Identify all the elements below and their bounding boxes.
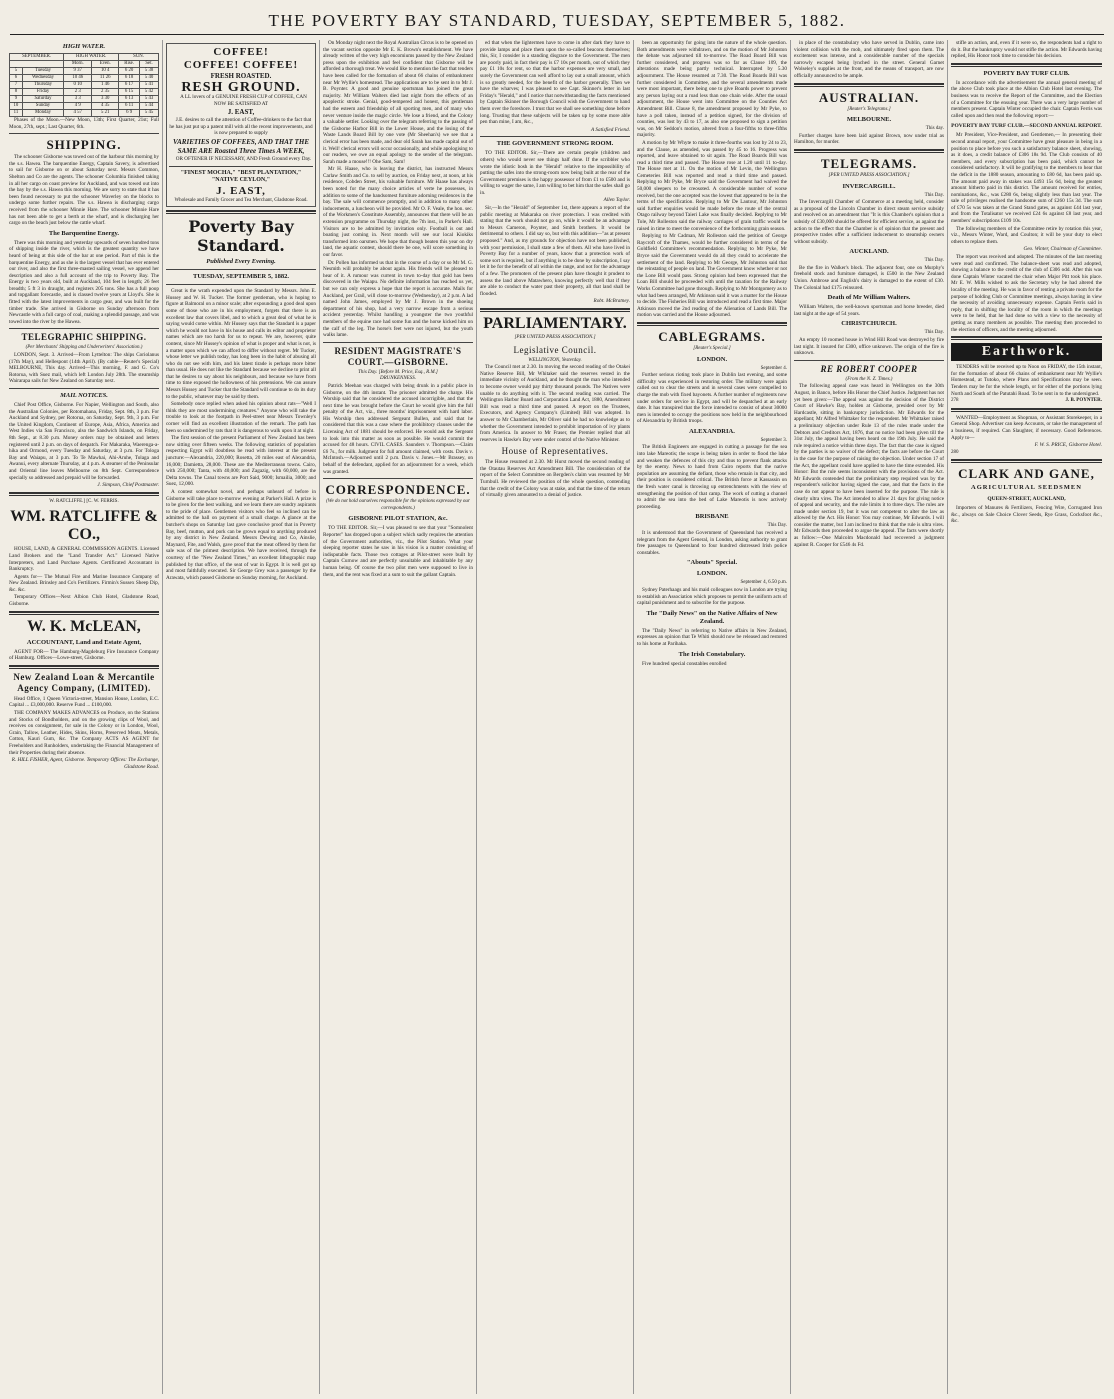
auckland-text: Be the fire in Walker's block. The adjacent four, one on Murphy's freehold stock and furniture damaged, is £500 in the New Zealand Union. Ambrose and English's dairy is damaged to the extent of £30. The Colonial had £175 reinsured. <box>794 264 944 291</box>
column-2 <box>163 40 320 1394</box>
australian-title: AUSTRALIAN. <box>818 89 920 105</box>
cablegrams-title: CABLEGRAMS. <box>658 328 766 344</box>
wanted-signature: F. W. S. PRICE, Gisborne Hotel. <box>1034 442 1102 449</box>
east-grocer-sub: Wholesale and Family Grocer and Tea Merchant, Gladstone Road. <box>174 197 308 203</box>
turf-club-title: POVERTY BAY TURF CLUB. <box>983 69 1070 77</box>
nzloan-text2: THE COMPANY MAKES ADVANCES on Produce, on the Stations and Stocks of Bondholders, and on the growing clips of Wool, and receives on consignment, for sale in the Colony or in London, Wool, Grain, Tallow, Leather, Hides, Skins, Horns, Preserved Meats, Metals, Cotton, Kauri Gum, &c. The Company ACTS AS AGENT for Freeholders and Runholders, undertaking the Financial Management of their Properties during their absence. <box>9 710 159 756</box>
parliamentary-sub: [PER UNITED PRESS ASSOCIATION.] <box>514 334 596 340</box>
telegraphic-sub: (Per Merchants' Shipping and Underwriters' Association.) <box>25 345 143 351</box>
column-7 <box>948 40 1105 1394</box>
turf-report-text2: The following members of the Committee retire by rotation this year, viz., Messrs Winter, Ward, and Coulton; it will be your duty to elect others to replace them. <box>951 225 1102 245</box>
dailynews-text: The "Daily News" in referring to Native affairs in New Zealand, expresses an opinion that Te Whiti should now be released and restored to his home at Parihaka. <box>637 627 787 647</box>
australian-sub: [Reuter's Telegrams.] <box>847 106 891 112</box>
coffee-text: A LL lovers of a GENUINE FRESH CUP of COFFEE, CAN NOW BE SATISFIED AT <box>180 94 307 107</box>
alexandria-title: ALEXANDRIA. <box>689 427 735 435</box>
christchurch-title: CHRISTCHURCH. <box>841 320 897 328</box>
cablegrams-place: LONDON. <box>696 355 728 363</box>
masthead: THE POVERTY BAY STANDARD, TUESDAY, SEPTEMBER 5, 1882. <box>10 8 1104 35</box>
tide-header-sun: SUN. <box>119 54 159 61</box>
earthwork-footer <box>951 398 1102 405</box>
parliamentary-title: PARLIAMENTARY. <box>483 314 627 332</box>
clark-gane-text: Importers of Manures & Fertilizers, Fencing Wire, Corrugated Iron &c., always on Sale Choice Clover Seeds, Rye Grass, Cocksfoot &c., &c. <box>951 505 1102 525</box>
tide-row: 5 Tuesday 9 37 10 4 6 20 5 38 <box>10 68 159 75</box>
cooper-text: The following appeal case was heard in Wellington on the 30th August, in Banco, before His Honor the Chief Justice. Judgment has not yet been given:—The appeal was against the decision of the District Court of Hawke's Bay, holden at Gisborne, presided over by Mr Hardcastle, sitting in bankruptcy jurisdiction. Mr Edwards for the appellant; Mr Alfred Whittaker for the respondent. Mr Whittaker raised a preliminary objection under Rule 13 of the rules made under the Debtors and Creditors Act, 1876, that no notice had been given till the 31st July, the appeal having been heard on the 19th July. He said the rule required a notice within three days. The fact that the case is signed by the parties is no waiver of the defect; the facts are before the Court in the case for the purpose of raising the objection. Under section 17 of the Act, the appellant could have applied to have the time extended. His Honor: But the rule seems inconsistent with the provisions of the Act. Mr Edwards contended that the preliminary step required was by the respondent's solicitor having signed the case, and that the facts in the case do not appear to have been inserted for the purpose. The rule is clearly ultra vires. The Act intended to allow 21 days for giving notice of appeal and security, and the rule limits it to three days. The rules are made under section 19, but it was not competent to alter the law as allowed by the Act. His Honor: You may continue, Mr Edwards. I will consider the matter, but I am inclined to think that the rule is ultra vires. Mr Edwards then proceeded to argue the appeal. The facts were shortly as follow:—One Malcolm Macdonald had recovered a judgment against R. Cooper for £546 4s Fd. <box>794 383 944 548</box>
local-news-1: On Monday night next the Royal Australian Circus is to be opened on the vacant section opposite Mr E. K. Brown's establishment. We have already written of the very high encomiums passed by the New Zealand press upon the exhibition and feel confident that Gisborne will be afforded a thorough treat. We would like to mention the fact that tenders have been called for the formation of about 66 chains of embankment near Mr Wyllie's homestead. The applications are to be sent in to Mr J. B. Poynter. A good and genuine sportsman has joined the great majority. Mr William Walters died last night from the effects of an apoplectic stroke. Genial, good-tempered and honest, this gentleman had the esteem and friendship of all sporting men, and of many who never venture inside the magic circle. We lose a friend, and the Colony a valuable settler. Looking over the telegram referring to the passing of the Gisborne Harbor Bill in the Lower House, and the losing of the Waste Lands Board Bill by one vote (Mr Sheehan's) we see that a clerical error has been made, and dear old Sarah has made capital out of it. Well! clerical errors will occur occasionally, and while apologising to our readers, we owe an equal apology to the sender of the telegram. Sarah made a mouse!!! Ohe Sam, Sam! <box>323 40 473 165</box>
coffee-mocha: "FINEST MOCHA," "BEST PLANTATION," "NATIVE CEYLON," <box>180 169 302 184</box>
editorial-2: Somebody once replied when asked his opinion about rats—"Well I think they are most undermining creatures." Anyone who will take the trouble to look at the footpath in Peel-street near Messrs Townley's corner will find an excellent illustration of the remark. The path has been so undermined by rats that it is dangerous to walk upon it at night. <box>166 401 316 434</box>
parliament-cont-3: Replying to Mr Cadman, Mr Rolleston said the petition of George Raycroft of the Thames, would be further considered in terms of the Goldfield Committee's recommendation. Replying to Mr Pyke, Mr Bryce said the Government would do all they could to accelerate the settlement of the land. Replying to Mr George, Mr Johnston said that the reinstating of people on land. The Government know whether or not the Lone Bill would pass. Strong opinion had been expressed that the Loan Bill should be proceeded with until the taxation for the Railway Works Committee had gone through. Replying to Mr Montgomery as to what had been arranged, Mr Atkinson said it was a matter for the House to decide. The Fisheries Bill was introduced and read a first time. Major Atkinson moved the 2nd reading of the Alienation of Lands Bill. The motion was carried and the House adjourned. <box>637 233 787 319</box>
ratcliffe-text: HOUSE, LAND, & GENERAL COMMISSION AGENTS. Licensed Land Brokers and the "Land Transfer Act." Licensed Native Interpreters, and Land Purchase Agents. Certificated Accountant in Bankruptcy. <box>9 546 159 573</box>
earthwork-number: 278 <box>951 398 959 404</box>
correspondence-title: CORRESPONDENCE. <box>325 482 471 498</box>
dailynews-title: The "Daily News" on the Native Affairs of New Zealand. <box>646 609 778 625</box>
ratcliffe-agents: Agents for— The Mutual Fire and Marine Insurance Company of New Zealand. Brinsley and Co's Fertilizers. Firmin's Sussex Sheep Dip, &c. &c. <box>9 573 159 593</box>
telegrams-title: TELEGRAMS. <box>820 155 918 171</box>
correspondence-sub: (We do not hold ourselves responsible for the opinions expressed by our correspondents.) <box>326 499 470 511</box>
mail-signature: J. Simpson, Chief Postmaster. <box>97 482 159 489</box>
tide-header-month: SEPTEMBER. <box>10 54 64 61</box>
column-3 <box>320 40 477 1394</box>
irish-title: The Irish Constabulary. <box>678 650 746 658</box>
strong-room-text: TO THE EDITOR. Sir,—There are certain people (children and others) who would never see things half done. If the scribbler who wrote the idiotic bosh in the "Herald" relative to the impossibility of putting the safes into the strong-room now being built at the rear of the Government premises is the happy possessor of from £1 to £500 and is willing to wager the same, I am willing to bet him that the safes shall go in. <box>480 150 630 196</box>
telegrams-sub: [PER UNITED PRESS ASSOCIATION.] <box>828 172 910 178</box>
house-title: House of Representatives. <box>501 446 609 457</box>
earthwork-text: TENDERS will be received up to Noon on FRIDAY, the 15th instant, for the formation of about 66 chains of embankment near Mr Wyllie's Homestead, at Tutoko, where Plans and Specifications may be seen. Tenders may be for the whole length, or for either of the portions lying North and South of the Patutahi Road. To be sent in to the undersigned. <box>951 364 1102 397</box>
letter-1-text: ed that when the lightermen have to come in after dark they have to provide lamps and place them upon the so-called beacons themselves; this, Sir, I consider is a standing disgrace to the Government. The men are poorly paid, in fact their pay is £7 10s per month, out of which they pay £1 10s for rent, so that the harbor expenses are very small, and surely the Government can well afford to lay out a small amount, which is so greatly needed, for the benefit of the harbor generally. Then we have the wharves; I was pleased to see Capt. Skinner's letter in last Friday's "Herald," and I notice that notwithstanding the facts mentioned by Captain Skinner the Borough Council wish the Government to hand them over the foreshore. I trust that we shall see something done before long. Trusting that these subjects will be taken up by some more able pen than mine, I am, &c., <box>480 40 630 126</box>
parliament-cont-1: been an opportunity for going into the nature of the whole question. Both amendments were withdrawn, and on the motion of Mr Johnston the debate was adjourned till to-morrow. The Road Board Bill was further considered, and progress was so far as Clause 109, the alterations made being partly technical. Interrupted by 5.30 adjournment. The House resumed at 7.30. The Road Boards Bill was further considered in Committee, and the several amendments made were most important, there being one to give Boards power to prevent any person laying out a road less than one chain wide. After the usual adjournment, the House went into Committee on the Counties Act Amendment Bill. Clause 8, the amendment proposed by Mr Pyke, to have a poll taken, instead of a petition signed, for the division of counties, was lost by 43 to 17, as also one proposed to sign a petition was, on Mr Seddon's motion, altered from a four-fifths to three-fifths majority. <box>637 40 787 139</box>
earthwork-signature: J. B. POYNTER. <box>1065 398 1102 404</box>
coffee-text3: OR OFTENER IF NECESSARY, AND Fresh Ground every Day. <box>175 155 312 162</box>
coffee-east: J. EAST, <box>227 108 255 117</box>
clark-gane-address: QUEEN-STREET, AUCKLAND, <box>987 496 1066 503</box>
energy-text: There was this morning and yesterday upwards of seven hundred tons of shipping inside the river, which is the greatest quantity we have heard of being at this side of the bar at one period. Part of this is the barquentine Energy, and as she is the largest vessel that has ever entered our river, and also the first three-masted sailing vessel, we append her description and also a full account of the trip to Poverty Bay. The Energy is two years old, built at Auckland, 104 feet in length; 26 feet breadth; 5 ft 3 in draught, and registers 205 tons. She has a full poop and topgallant forecastle, and is classed twelve years at Lloyd's. She is fitted with the latest improvements in cargo gear, and was built for the timber trade. She arrived in Gisborne on Sunday afternoon from Newcastle with a full cargo of coal, making a splendid passage, and was towed into the river by the Hawea. <box>9 239 160 325</box>
column-6 <box>791 40 948 1394</box>
column-4 <box>477 40 634 1394</box>
turf-report-signature: Geo. Winter, Chairman of Committee. <box>1023 246 1102 253</box>
strong-room-title: THE GOVERNMENT STRONG ROOM. <box>496 140 614 148</box>
ratcliffe-title: WM. RATCLIFFE & CO., <box>10 508 158 544</box>
fisher-agent: R. HILL FISHER, Agent, Gisborne. Temporary Offices: The Exchange, Gladstone Road. <box>11 757 159 770</box>
cablegrams-sub: [Reuter's Special.] <box>693 345 731 351</box>
correspondence-head: GISBORNE PILOT STATION, &c. <box>348 515 448 523</box>
tide-title: HIGH WATER. <box>62 43 106 50</box>
telegraphic-title: TELEGRAPHIC SHIPPING. <box>21 332 147 343</box>
brisbane-text: It is understood that the Government of Queensland has received a telegram from the Agent General, in London, asking authority to grant free passages to Queensland to four hundred distressed Irish police constables. <box>637 530 787 556</box>
turf-club-text2: The report was received and adopted. The minutes of the last meeting were read and confirmed. The balance-sheet was read and adopted, showing a balance to the credit of the club of £306 odd. After this was done Captain Winter vacated the chair when Major Pitt took his place. Mr E. W. Mills wished to ask the Secretary why he had altered the locality of the meeting. He was in favor of renting a private room for the purpose of holding Club or Committee meetings, always having in view the necessity of avoiding unnecessary expense. Captain Ferris said in reply, that in shifting the locality of the room in which the meetings were to be held, that he had done so with a view to the necessity of getting as many members as possible. The meeting then proceeded to the election of officers, and the meeting adjourned. <box>951 254 1102 333</box>
parliament-cont-2: A motion by Mr Whyte to make it three-fourths was lost by 24 to 23, and the Clause, as amended, was passed by 45 to 16. Progress was reported, and leave obtained to sit again. The Road Boards Bill was read a third time and passed. The House rose at 1.20 until 11 to-day. The House met at 11. On the motion of Mr Levin, the Wellington Cemeteries Bill was reported and read a third time and passed. Replying to Mr Pyke, Mr Bryce said the Government had waived the 50,000 sleepers to be creosoted. A considerable number of worse received, but the one accepted was the lowest that appeared to be in the terms of the specification. Replying to Mr De Lautour, Mr Johnston said further enquiries would be made before the route of the central Otago railway beyond Taieri Lake was finally decided. Replying to Mr Tole, Mr Rolleston said the railway carriages of grain traffic would be raised in time to meet the convenience of the forthcoming grain season. <box>637 139 787 232</box>
mail-text: Chief Post Office, Gisborne. For Napier, Wellington and South, also the Australian Colonies, per Rotomahana, Friday, Sept. 8th, 3 p.m. For Auckland and Sydney, per Rotorua, on Saturday, Sept. 9th, 3 p.m. For the United Kingdom, Continent of Europe, Asia, Africa, America and West Indies via San Francisco, also the Sandwich Islands, on Friday, 8th Sept., at 8.30 p.m. Money orders may be obtained and letters registered until 2 p.m. on days of despatch. For Makaraka, Waerenga-a-hika and Ormond, every Tuesday and Saturday, at 3 p.m. For Tologa Bay and Waiapu, at 3 p.m. To Te Mawhai, Ahi-Aruhe, Tolaga and Awanui, every alternate Thursday, at 4 p.m. A steamer of the Peninsular and Oriental line leaves Melbourne on 8th Sept. Correspondence specially so addressed and prepaid will be forwarded. <box>9 402 159 481</box>
council-title: Legislative Council. <box>513 344 597 355</box>
alexandria-date: September 3. <box>760 437 787 443</box>
editorial-1: Great is the wrath expended upon the Standard by Messrs. John E. Hussey and W. H. Tucker. The former gentleman, who is hoping to figure at Balmoral on a minor scale; after expounding a good deal upon some of those who are in his employment, forgets that there is an excellent law that covers libel, and to which a great deal of what he is saying would come within. Mr Hussey says that the Standard is a paper which he would not have in his house and calls its editor and proprietor names which are too harsh for us to repeat. We are, however, quite content, since Mr Hussey's opinion of what is proper and what is not, is a matter upon which we can afford to differ without regret. Mr Tucker, whose letter we publish today, has long been in the habit of abusing all who do not see with him, and his latest tirade is perhaps more bitter than usual. He does not like the Standard because we decline to print all that he desires to say about his neighbours, and because we have from time to time exposed the hollowness of his pretensions. We can assure Messrs Hussey and Tucker that the Standard will continue to do its duty to the public, whatever may be said by them. <box>166 288 316 400</box>
river-letter-signature: Robt. McBratney. <box>593 298 630 305</box>
mclean-text: AGENT FOR— The Hamburg-Magdeburg Fire Insurance Company of Hamburg. Offices—Lowe-street, Gisborne. <box>9 648 159 662</box>
rm-court-title: RESIDENT MAGISTRATE'S COURT.—GISBORNE. <box>334 345 462 367</box>
tide-row: 10 Sunday 4 9 4 35 6 11 5 44 <box>10 103 159 110</box>
tide-sub-set: Set. <box>140 61 159 68</box>
coffee-advert <box>166 43 316 207</box>
columns <box>6 40 1108 1394</box>
melbourne-date: This day. <box>925 126 944 132</box>
energy-title: The Barquentine Energy. <box>48 229 120 237</box>
correspondence-text: TO THE EDITOR. Sir,—I was pleased to see that your "Somnolent Reporter" has dropped upon a subject which sadly requires the attention of the Government authorities, viz., the Pilot Station. What your sleeping reporter states he saw in his vision is a matter consisting of indisputable facts. Those two cottages at Pilot-street were built by Captain Curnow and are perfectly unsuitable and inhabitable by any human being. Of course the two pilot men were supposed to live in them, and the rent was fixed at a sum to suit the gallant Captain. <box>323 525 473 578</box>
turf-report-title: POVERTY BAY TURF CLUB.—SECOND ANNUAL REPORT. <box>951 123 1102 130</box>
cablegrams-text: Further serious rioting took place in Dublin last evening, and some difficulty was experienced in restoring order. The military were again called out to clear the streets and in several cases were compelled to charge the mob with fixed bayonets. A further number of regiments now under orders for service in Egypt, and will be despatched at an early date. It has transpired that the force intended to consist of about 30000 men is intended to occupy the positions now held in the neighbourhood of Alexandria by British troops. <box>637 372 788 425</box>
nzloan-text: Head Office, 1 Queen Victoria-street, Mansion House, London, E.C. Capital ... £3,000,000. Reserve Fund ... £100,000. <box>9 695 159 709</box>
christchurch-text: An empty 10 roomed house in Wind Hill Road was destroyed by fire last night. It insured for £300, office unknown. The origin of the fire is unknown. <box>794 337 944 357</box>
brisbane-date: This Day. <box>767 523 787 529</box>
abouts-text: Sydney Paterhaags and his maid colleagues now in London are trying to establish an Association which proposes to permit the uniform acts of capital punishment and to subscribe for the purpose. <box>637 586 787 607</box>
abouts-title: "Abouts" Special. <box>686 559 738 567</box>
abouts-date: September 4, 6.50 p.m. <box>740 580 787 586</box>
moon-phases: Phases of the Moon.—New Moon, 13th; First Quarter, 21st; Full Moon, 27th, sept.; Last Quarter, 6th. <box>9 117 159 130</box>
cooper-cont: stifle an action, and, even if it were so, the respondents had a right to do it. But the bankruptcy would not stifle the action. Mr Edwards having replied, His Honor took time to consider his decision. <box>951 40 1102 60</box>
issue-date: TUESDAY, SEPTEMBER 5, 1882. <box>193 273 289 281</box>
death-text: William Walters, the well-known sportsman and horse breeder, died last night at the age of 54 years. <box>794 304 944 317</box>
shipping-title: SHIPPING. <box>46 137 122 153</box>
ratcliffe-names: W. RATCLIFFE.] [C. W. FERRIS. <box>49 498 119 504</box>
tide-row: 6 Wednesday 10 46 11 26 6 18 5 40 <box>10 75 159 82</box>
death-title: Death of Mr William Walters. <box>827 294 911 302</box>
tide-sub-even: Even. <box>92 61 119 68</box>
earthwork-title: Earthwork. <box>951 343 1102 361</box>
nzloan-title: New Zealand Loan & Mercantile Agency Company, (LIMITED). <box>13 671 155 693</box>
auckland-date: This Day. <box>924 258 944 264</box>
coffee-heading-1: COFFEE! <box>213 46 269 58</box>
abouts-place: LONDON. <box>696 570 728 578</box>
tide-sub-morn: Morn. <box>64 61 92 68</box>
fresh-ground: RESH GROUND. <box>181 80 301 95</box>
house-text: The House resumed at 2.30. Mr Hurst moved the second reading of the Otautau Reserves Act Amendment Bill. The consideration of the report of the Select Committee on Bergden's claim was resumed by Mr Turnbull. He reviewed the position of the whole question, contending that the credit of the Colony was at stake, and that the time of the return of virtually given amounted to a denial of justice. <box>480 459 630 499</box>
coffee-text2: J.E. desires to call the attention of Coffee-drinkers to the fact that he has just put up a patent mill with all the recent improvements, and is now prepared to supply <box>169 117 313 137</box>
tide-row: 7 Thursday 0 10 1 46 6 17 5 41 <box>10 82 159 89</box>
wanted-number: 280 <box>951 449 959 455</box>
rm-court-text: Patrick Meehan was charged with being drunk in a public place in Gisborne, on the 4th instant. The prisoner admitted the charge. His Worship said that he considered the accused incorrigible, and that the next time he was brought before the Court he would give him the full penalty of the Act, viz., three months' imprisonment with hard labor. His Worship then addressed Sergeant Bullen, and said that he considered that this was a case where the prohibitory clauses under the Licensing Act of 1881 should be enforced. He would ask the Sergeant to look into this matter as soon as possible. He would commit the accused for 48 hours. CIVIL CASES. Saunders v. Thompson.—Claim £6 7s., for milk. Judgment for full amount claimed, with costs. Davis v. McIntosh.—Adjourned until 2 p.m. Davis v. Jones.—Mr Brassey, on behalf of the defendant, applied for an adjournment for a week, which was granted. <box>323 382 473 475</box>
invercargill-title: INVERCARGILL. <box>842 182 896 190</box>
coffee-varieties: VARIETIES OF COFFEES, AND THAT THE SAME ARE Roasted Three Times A WEEK, <box>172 137 310 155</box>
cooper-title: RE ROBERT COOPER <box>820 363 918 374</box>
tide-table <box>9 53 159 117</box>
coffee-heading-2: COFFEE! COFFEE! <box>183 59 299 71</box>
ratcliffe-offices: Temporary Offices—Next Albion Club Hotel, Gladstone Road, Gisborne. <box>9 594 159 608</box>
strong-room-signature: Allen Taylor. <box>603 197 630 204</box>
invercargill-date: This Day. <box>924 192 944 198</box>
tide-row: 11 Monday 4 57 5 21 6 9 5 45 <box>10 110 159 117</box>
local-news-3: Dr. Pollen has informed us that in the course of a day or so Mr M. G. Nesmith will probably be about again. His friends will be pleased to hear of it. A rumour was current in town to-day that gold has been discovered in the Waiapu. No definite information has reached us yet, but we can only express a hope that the report is accurate. Mails for Auckland, per Grail, will close to-morrow (Wednesday), at 2 p.m. A lad named John James, employed by Mr J. Brown in the shoeing department of his shop, had a very narrow escape from a serious accident yesterday. Whilst handling a youngster the two youthful members of the equine race had some fun and the horse kicked him on the calf of the leg. The horse's feet were not injured, but the youth walks lame. <box>323 259 473 339</box>
editorial-4: A contest somewhat novel, and perhaps unheard of before in Gisborne will take place to-morrow evening at Parker's Hall. A prize is to be given for the best walking, and we learn there are sundry aspirants to the pride of place. Gentlemen visitors who feel so inclined can be admitted to the hall on payment of a small charge. A glance at the butcher's shops on Saturday last gave conclusive proof that in Poverty Bay, beef, mutton, and pork can be grown equal to anything produced by any district in New Zealand. Messrs Dewing and Co, Ainslie, Maynard, Fite, and Walsh, gave proof that the meat offered by them for sale was of the primest description. We have received, through the courtesy of the "New Zealand Times," an excellent lithographic map published by that office, of the seat of war in Egypt. It is well got up and most faithfully executed. Sir George Grey was a passenger by the Arawata, which passed Gisborne on Sunday morning, for Auckland. <box>166 488 316 581</box>
shipping-text: The schooner Gisborne was towed out of the harbour this morning by the s.s. Hawea. The barquentine Energy, Captain Savery, is advertised to sail for Gisborne on or about Saturday next. Messrs Common, Shelton and Co are the agents. The schooner Columbia finished taking in all her cargo on coast preview for Auckland, and was towed out into the bay by the s.s. Hawea this morning. We are sorry to state that it has been found necessary to put the schooner Waverley on the blocks to undergo some further repairs. The s.s. Hawea is discharging cargo received from the schooner Minnie Hare. The schooner Minnie Hare has not been able to get a berth at the wharf, and is discharging her cargo on the beach just below the cattle wharf. <box>9 154 159 227</box>
tide-sub-rise: Rise. <box>119 61 140 68</box>
local-news-2: Mr H. Haase, who is leaving the district, has instructed Messrs Carlaw Smith and Co. to sell by auction, on Friday next, at noon, at his residence, Cobden Street, his valuable furniture. Mr Haase has always been noted for the many choice articles of verte he possesses, in addition to some of the handsomest furniture adorning residences in the bay. The sale will commence promptly, and in addition to many other inducements, a luncheon will be provided. Mr O. F. Veale, the hon. sec. of the Workmen's Constitute Assembly, announces that there will be an extension programme on Thursday night, the 7th inst., in Parker's Hall. Visitors are to be admitted by invitation only. Football is out and boating just coming in. Next month will see our local Kiokiks transformed into oarsmen. We hope that though beaten this year on dry land, the aquatic contest, should there be one, will score something in our favor. <box>323 166 473 258</box>
column-1 <box>6 40 163 1394</box>
mail-title: MAIL NOTICES. <box>60 392 108 399</box>
tide-row: 8 Friday 2 3 2 35 6 15 5 42 <box>10 89 159 96</box>
melbourne-title: MELBOURNE. <box>846 116 892 124</box>
clark-gane-sub: AGRICULTURAL SEEDSMEN <box>971 484 1082 492</box>
mclean-title: W. K. McLEAN, <box>27 617 141 635</box>
telegraphic-text: LONDON, Sept. 3. Arrived—From Lyttelton: The ships Coriolanus (17th May), and Hellespont (14th April). (By cable—Reuter's Special) MELBOURNE, This day. Arrived—This morning, F. and G. Co's Rotorua, with Suez mail, which left London July 28th. The steamship Wairarapa sails for New Zealand on Saturday next. <box>9 352 159 385</box>
letter-1-signature: A Satisfied Friend. <box>591 126 630 133</box>
turf-club-text: In accordance with the advertisement the annual general meeting of the above Club took place at the Albion Club Hotel last evening. The business was to receive the Report of the Committee, and the Election of a Committee for the ensuing year. There was a very large number of members present. Captain Winter occupied the chair. Captain Ferris was called upon and then read the following report:— <box>951 79 1102 119</box>
clark-gane-title: CLARK AND GANE, <box>958 466 1095 482</box>
tide-header-water: HIGH WATER. <box>64 54 119 61</box>
rm-court-date: This Day. [Before M. Price, Esq., R.M.] <box>358 369 438 375</box>
brisbane-title: BRISBANE <box>695 513 729 521</box>
published-line: Published Every Evening. <box>206 258 276 266</box>
editorial-3: The first session of the present Parliament of New Zealand has been now sitting over fifteen weeks. The following statistics of population respecting Egypt will doubtless be read with interest at the present juncture:—Alexandria, 220,000; Rosetta, 20 miles east of Alexandria, 16,000; Damietta, 28,000. These are the Mediterranean towns. Cairo, with 250,000; Tanta, with 40,000; and Zagazig, with 60,000, are the Delta towns. The Canal towns are Port Said, 9000; Ismailia, 3000; and Suez, 12,000. <box>166 435 316 488</box>
auckland-title: AUCKLAND. <box>849 248 889 256</box>
melbourne-text: Further charges have been laid against Brown, now under trial as Hamilton, for murder. <box>794 132 944 146</box>
east-grocer: J. EAST, <box>216 184 266 197</box>
paper-title: Poverty Bay Standard. <box>188 217 294 256</box>
alexandria-text: The British Engineers are engaged in cutting a passage for the sea into lake Mareotis; the scope is being taken in order to flood the lake and weaken the defences of this city and thus to prevent flank attacks by the enemy. News to hand from Cairo reports that the native population are assuming the defiant, those who remain in that city, and their position is considered critical. The British force at Kassassin on the fresh water canal is throwing up entrenchments with the view of strengthening the position of that camp. The work of cutting a channel to admit the sea into the bed of Lake Mareotis is now actively proceeding. <box>637 444 787 510</box>
cooper-sub: (From the N. Z. Times.) <box>845 376 893 382</box>
rm-court-sub: DRUNKENNESS. <box>380 376 416 382</box>
cablegrams-date: September 4. <box>760 365 787 371</box>
irish-cont: in place of the constabulary who have served in Dublin, came into violent collision with the mob, and ultimately fired upon them. The excitement was intense, and a considerable number of the specials narrowly escaped being lynched in the street. General Garnet Wolseley's supplies at the front, and the means of transport, are now officially announced to be ample. <box>794 40 944 79</box>
council-date: WELLINGTON, Yesterday. <box>528 357 582 363</box>
council-text: The Council met at 2.30. In moving the second reading of the Otakei Native Reserve Bill, Mr Whitaker said the reserves vested in the immediate vicinity of Auckland, and he thought the man who intended to become owner would pay thirty thousand pounds. The Natives were unable to do anything with it. The second reading was carried. The Wellington Harbor Board and Corporation Land Act, 1880, Amendment Bill was read a third time and passed. A report on the Trustees, Executors, and Agency Company's (Limited) Bill was adopted. In answer to Mr Chamberlain, Mr Oliver said he had no knowledge as to whether the Government intended to prohibit importation of ivy plants from America. In answer to Mr Fraser, the Premier replied that all reserves in Hawke's Bay were under control of the Native Minister. <box>480 364 630 443</box>
wanted-text: WANTED—Employment as Shopman, or Assistant Storekeeper, in a General Shop. Advertiser can keep Accounts, or take the management of a business, if required. Can Slaughter, if necessary. Good References. Apply to— <box>951 414 1102 441</box>
river-letter-text: Sir,—In the "Herald" of September 1st, there appears a report of the public meeting at Makaraka on river protection. I was credited with stating that the work should not go on, while it would be an advantage to Messrs Cameron, Poynter, and Smith brothers. It would be detrimental to others. I did say so, but with this addition—"as at present proposed." And, as my grounds for objection have not been published, with your permission, I shall state a few of them. All who have lived in Poverty Bay for a number of years, know that a protection work of some sort is required, but if anything is to be done by subscription, I say let it be for the benefit of all within the range, and not for the advantage of a few. The promoters of the present plan have thought it prudent to assess the land above Matawhero, knowing perfectly well that if they are able to conduct the water past their property, all that land shall be flooded. <box>480 205 630 297</box>
column-5 <box>634 40 791 1394</box>
fresh-roasted: FRESH ROASTED. <box>210 72 272 80</box>
turf-report-text: Mr President, Vice-President, and Gentlemen,— In presenting their second annual report, your Committee have great pleasure in being in a position to place before you such a satisfactory balance sheet, showing, as it does, a credit balance of £306 18s 9d. The Club consists of 40 members, and every subscription has been paid, which cannot be considered satisfactory. It will be gratifying to the members to hear that the deficit in the 1880 season, amounting to £80 6d, has been paid up. The amount paid away in stakes was £493 15s 6d, being the greatest amount hitherto paid in this district. The amount received for entries, nominations, &c., was £280 6s, being slightly less than last year. The sale of privileges realised the handsome sum of £260 15s 3d. The sum of £70 5s was taken at the Grand Stand gates, as against £44 last year, and from the Totalisator we received £24 6s against £8 last year, and members' subscriptions £109 10s. <box>951 132 1102 225</box>
irish-text: Five hundred special constables enrolled <box>642 660 727 667</box>
tide-row: 9 Saturday 3 3 3 30 6 13 5 43 <box>10 96 159 103</box>
christchurch-date: This Day. <box>924 330 944 336</box>
invercargill-text: The Invercargill Chamber of Commerce at a meeting held, consider as a proposal of the Lincoln Chamber in direct steam service subsidy and resolved on an amendment that "It is this Chamber's opinion that a subsidy of £30,000 should be offered for efficient service, as against the action to the effect that the Chamber is of opinion that the present and prospective trades offer a sufficient inducement to steamship owners without subsidy. <box>794 199 944 245</box>
mclean-sub: ACCOUNTANT, Land and Estate Agent, <box>26 638 142 646</box>
